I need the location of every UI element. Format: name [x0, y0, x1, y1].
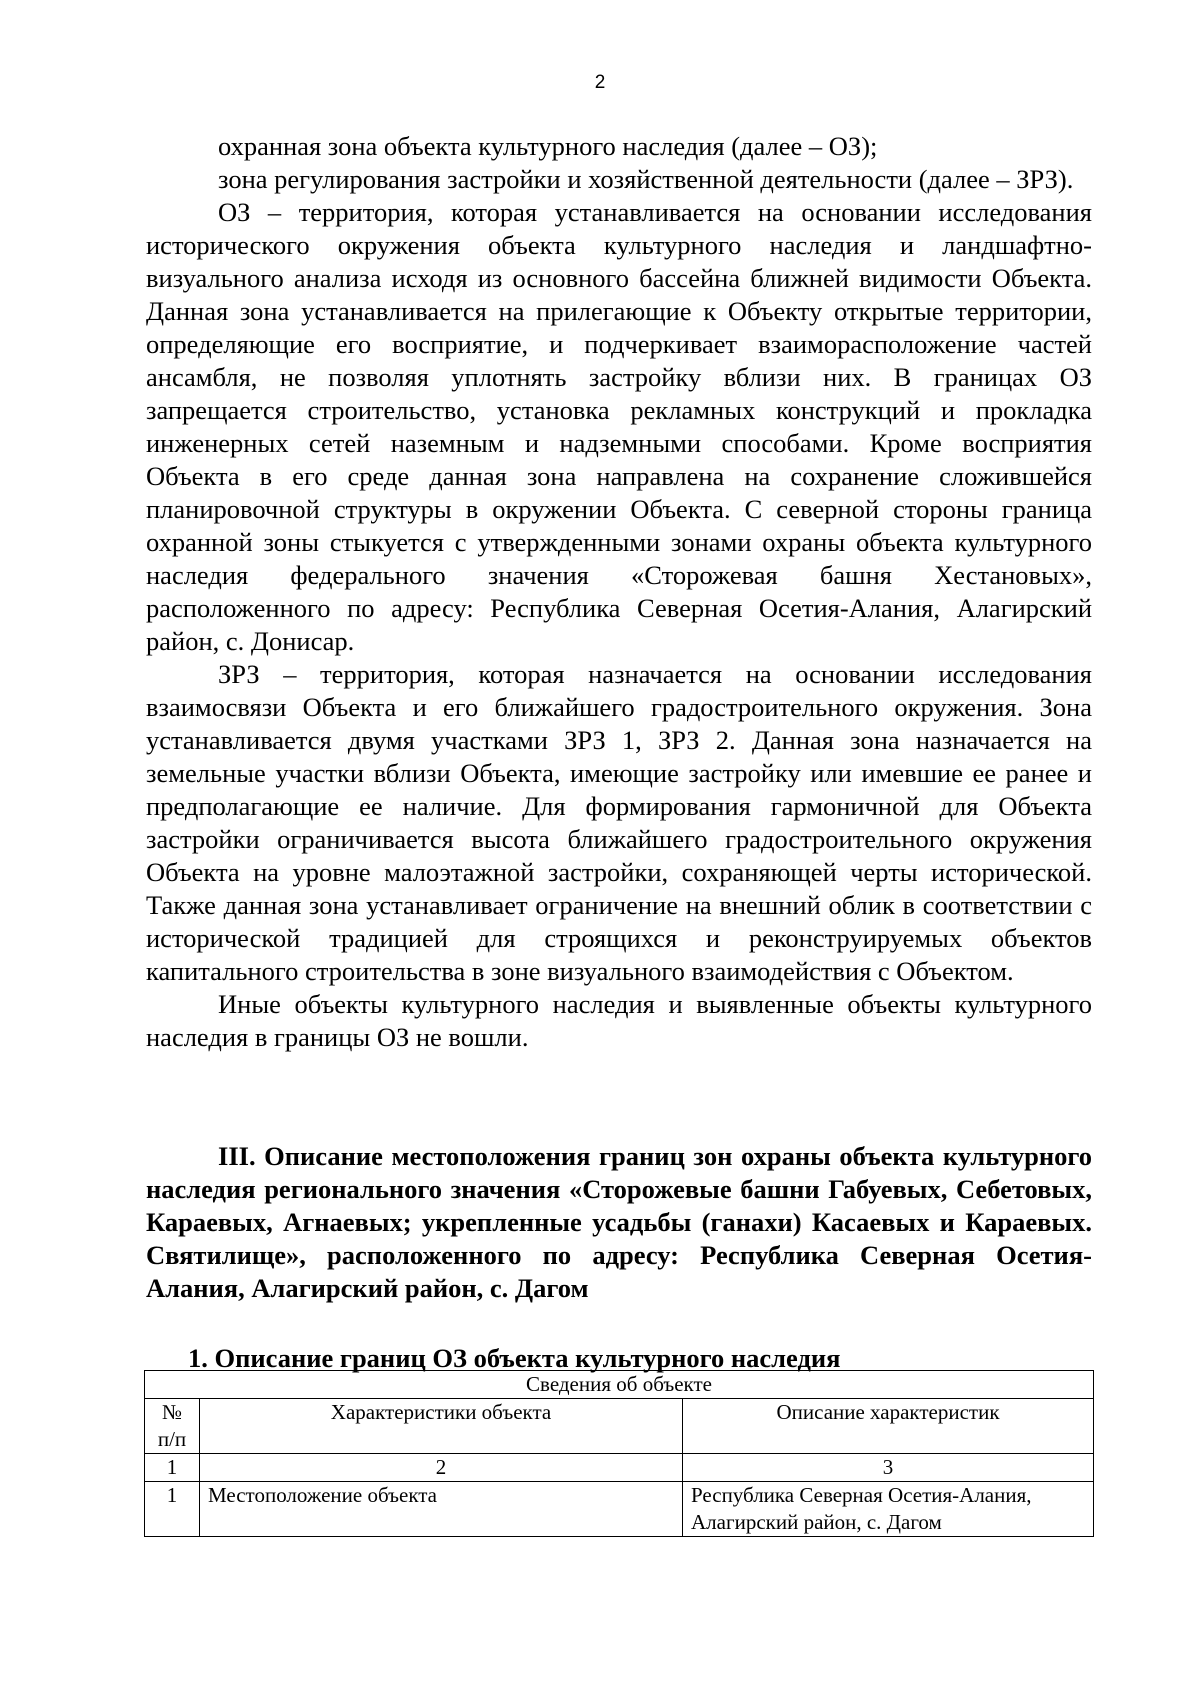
row-number: 1 [145, 1482, 200, 1537]
paragraph-zrz-definition-item: зона регулирования застройки и хозяйственной деятельности (далее – ЗРЗ). [218, 164, 1074, 194]
section-heading: III. Описание местоположения границ зон охраны объекта культурного наследия регионального значения «Сторожевые башни Габуевых, Себетовых, Караевых, Агнаевых; укрепленные усадьбы (ганахи) Касаевых и Караевых. Святилище», расположенного по адресу: Республика Северная Осетия-Алания, Алагирский район, с. Дагом [146, 1141, 1092, 1303]
numbering-cell: 1 [145, 1454, 200, 1482]
object-info-table [144, 1370, 1094, 1537]
paragraph-oz-description: ОЗ – территория, которая устанавливается на основании исследования исторического окружения объекта культурного наследия и ландшафтно-визуального анализа исходя из основного бассейна ближней видимости Объекта. Данная зона устанавливается на прилегающие к Объекту открытые территории, определяющие его восприятие, и подчеркивает взаиморасположение частей ансамбля, не позволяя уплотнять застройку вблизи них. В границах ОЗ запрещается строительство, установка рекламных конструкций и прокладка инженерных сетей наземным и надземными способами. Кроме восприятия Объекта в его среде данная зона направлена на сохранение сложившейся планировочной структуры в окружении Объекта. С северной стороны граница охранной зоны стыкуется с утвержденными зонами охраны объекта культурного наследия федерального значения «Сторожевая башня Хестановых», расположенного по адресу: Республика Северная Осетия-Алания, Алагирский район, с. Донисар. [146, 197, 1092, 656]
numbering-cell: 3 [683, 1454, 1094, 1482]
numbering-cell: 2 [200, 1454, 683, 1482]
paragraph-oz-definition-item: охранная зона объекта культурного наследия (далее – ОЗ); [218, 131, 878, 161]
header-characteristics: Характеристики объекта [200, 1399, 683, 1454]
paragraph-zrz-description: ЗРЗ – территория, которая назначается на основании исследования взаимосвязи Объекта и его ближайшего градостроительного окружения. Зона устанавливается двумя участками ЗРЗ 1, ЗРЗ 2. Данная зона назначается на земельные участки вблизи Объекта, имеющие застройку или имевшие ее ранее и предполагающие ее наличие. Для формирования гармоничной для Объекта застройки ограничивается высота ближайшего градостроительного окружения Объекта на уровне малоэтажной застройки, сохраняющей черты исторической. Также данная зона устанавливает ограничение на внешний облик в соответствии с исторической традицией для строящихся и реконструируемых объектов капитального строительства в зоне визуального взаимодействия с Объектом. [146, 659, 1092, 986]
row-characteristic: Местоположение объекта [200, 1482, 683, 1537]
table-numbering-row [145, 1454, 1094, 1482]
body-text [146, 130, 1092, 1054]
header-number: № п/п [145, 1399, 200, 1454]
paragraph-other-objects: Иные объекты культурного наследия и выявленные объекты культурного наследия в границы ОЗ не вошли. [146, 989, 1092, 1052]
header-description: Описание характеристик [683, 1399, 1094, 1454]
page-number: 2 [594, 72, 606, 93]
subsection-heading: 1. Описание границ ОЗ объекта культурного наследия [188, 1343, 841, 1373]
table-row [145, 1482, 1094, 1537]
table-header-row [145, 1399, 1094, 1454]
table-caption: Сведения об объекте [145, 1371, 1094, 1399]
table-caption-row [145, 1371, 1094, 1399]
row-description: Республика Северная Осетия-Алания, Алагирский район, с. Дагом [683, 1482, 1094, 1537]
